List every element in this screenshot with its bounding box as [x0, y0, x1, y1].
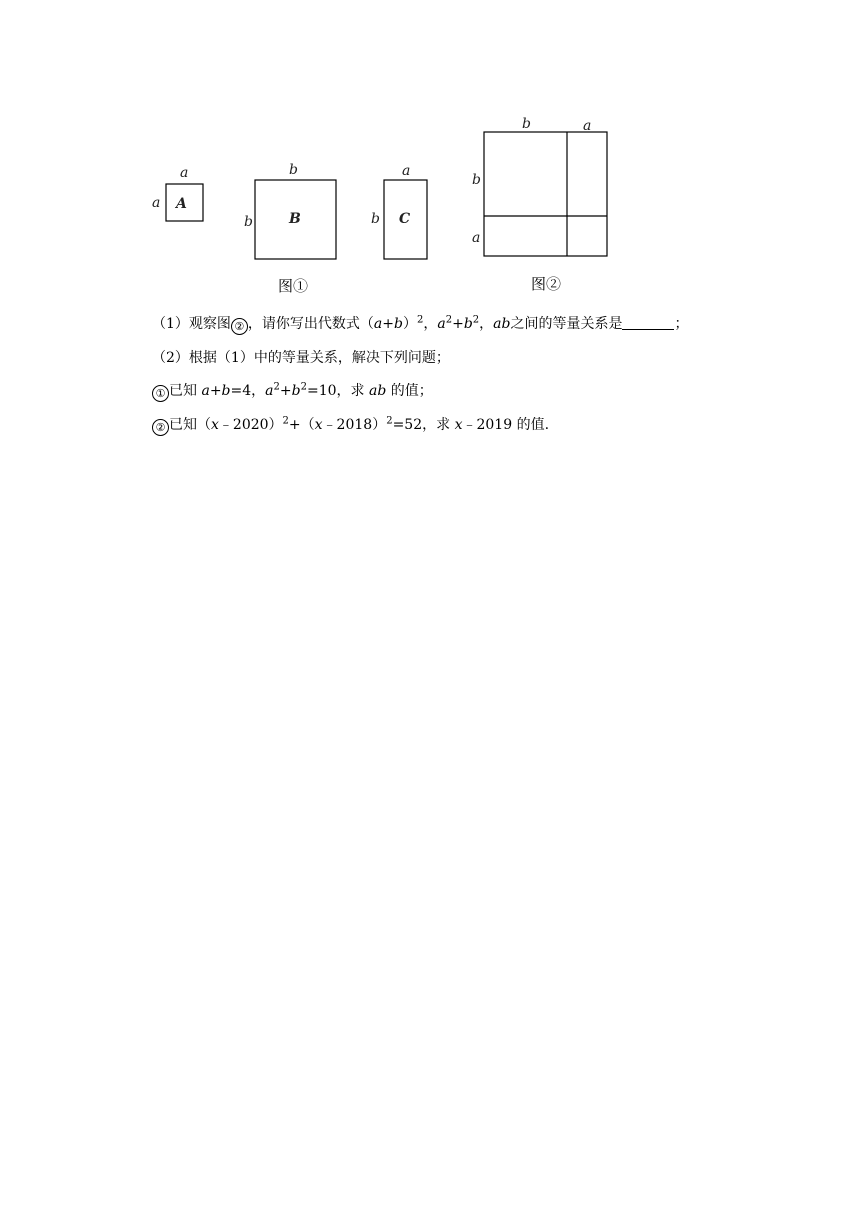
q1-end: ；	[674, 316, 689, 332]
q2-1-a: a	[201, 383, 210, 399]
rect-c	[371, 163, 427, 259]
square-a-top-label: a	[180, 165, 189, 181]
rect-c-side-label: b	[371, 211, 380, 227]
q1-text1: ，请你写出代数式（	[247, 316, 374, 332]
q2-1-t1: 已知	[169, 383, 202, 399]
q2-1-plus: +	[209, 383, 222, 399]
q2-1-plus2: +	[279, 383, 292, 399]
q2-1-ab: ab	[368, 383, 387, 399]
rect-c-top-label: a	[402, 163, 411, 179]
question-1	[152, 314, 688, 335]
q2-2-t3: +（	[288, 417, 315, 433]
q1-sep1: ，	[423, 316, 438, 332]
q2-2-t4: ﹣2018）	[322, 417, 387, 433]
q2-1-a2: a	[265, 383, 274, 399]
q1-text2: ）	[402, 316, 417, 332]
square-b	[244, 162, 336, 259]
q2-1-num: ①	[152, 385, 169, 402]
caption-figure-2: 图②	[531, 275, 562, 293]
q1-prefix: （1）观察图	[152, 316, 231, 332]
q2-2-t6: ﹣2019 的值.	[462, 417, 550, 433]
q1-b2: b	[463, 316, 473, 332]
q2-1-sq2: 2	[300, 381, 307, 393]
q2-1-sq: 2	[273, 381, 280, 393]
q2-1-t3: =10，求	[306, 383, 369, 399]
q1-b: b	[394, 316, 403, 332]
q2-2-num: ②	[152, 419, 169, 436]
q1-sq: 2	[416, 314, 424, 326]
q2-1-t2: =4，	[230, 383, 266, 399]
square-a	[152, 165, 203, 221]
q2-2-t2: ﹣2020）	[218, 417, 283, 433]
q2-2-x3: x	[454, 417, 463, 433]
square-a-side-label: a	[152, 195, 161, 211]
q2-1-b: b	[221, 383, 231, 399]
question-2: （2）根据（1）中的等量关系，解决下列问题；	[152, 350, 450, 366]
square-b-inner-label: B	[289, 211, 301, 227]
q2-1-t4: 的值；	[386, 383, 433, 399]
square-b-top-label: b	[289, 162, 298, 178]
q1-ab: ab	[493, 316, 511, 332]
composite-outer	[484, 132, 607, 256]
rect-c-inner-label: C	[399, 211, 411, 227]
q2-2-sq2: 2	[386, 415, 393, 427]
q1-plus2: +	[452, 316, 464, 332]
q1-sq3: 2	[472, 314, 480, 326]
question-2-part-1	[152, 381, 433, 402]
composite-square	[472, 116, 607, 256]
composite-side-b-label: b	[472, 172, 481, 188]
q1-plus: +	[382, 316, 395, 332]
q2-1-b2: b	[291, 383, 301, 399]
q1-fig-ref: ②	[231, 318, 248, 335]
q1-sq2: 2	[445, 314, 453, 326]
composite-side-a-label: a	[472, 230, 481, 246]
q2-2-t5: =52，求	[392, 417, 455, 433]
q1-a: a	[373, 316, 383, 332]
question-2-part-2	[152, 415, 549, 436]
q2-2-x2: x	[314, 417, 323, 433]
geometry-figures	[0, 0, 860, 300]
caption-figure-1: 图①	[278, 277, 309, 295]
composite-top-b-label: b	[522, 116, 531, 132]
q2-2-t1: 已知（	[169, 417, 211, 433]
square-a-inner-label: A	[176, 196, 187, 212]
square-b-side-label: b	[244, 214, 253, 230]
answer-blank[interactable]	[622, 315, 674, 330]
q1-sep2: ，	[479, 316, 494, 332]
q2-2-sq1: 2	[282, 415, 289, 427]
q2-2-x1: x	[211, 417, 219, 433]
q1-text3: 之间的等量关系是	[510, 316, 623, 332]
composite-top-a-label: a	[583, 118, 592, 134]
q1-a2: a	[437, 316, 446, 332]
